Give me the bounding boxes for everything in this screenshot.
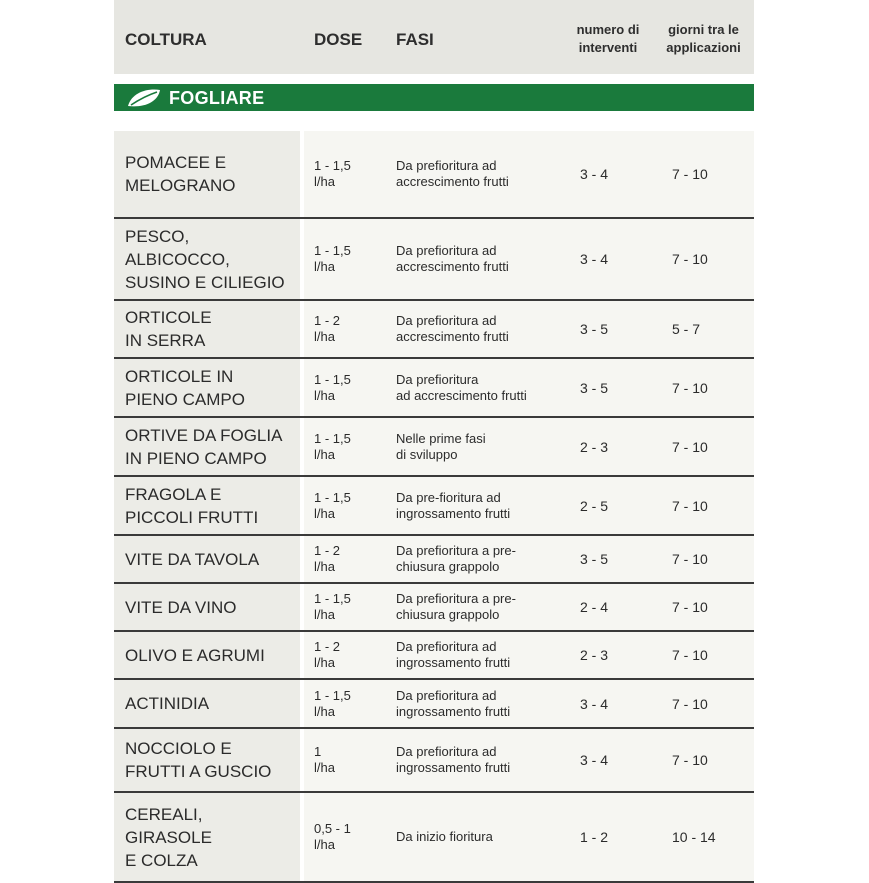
dose-cell: 1 - 1,5 l/ha	[314, 243, 351, 274]
crop-name: ORTIVE DA FOGLIA IN PIENO CAMPO	[125, 425, 283, 468]
days-cell: 7 - 10	[672, 497, 708, 514]
phase-cell: Da pre-fioritura ad ingrossamento frutti	[396, 489, 511, 521]
phase-cell: Da prefioritura a pre- chiusura grappolo	[396, 543, 516, 574]
table-row	[114, 536, 754, 584]
phase-cell: Da prefioritura a pre- chiusura grappolo	[396, 591, 516, 622]
dose-cell: 1 - 1,5 l/ha	[314, 371, 351, 403]
dose-cell: 1 - 1,5 l/ha	[314, 489, 351, 521]
dose-cell: 1 - 1,5 l/ha	[314, 687, 351, 719]
phase-cell: Nelle prime fasi di sviluppo	[396, 430, 486, 462]
header-numero-interventi: numero di interventi	[576, 22, 640, 55]
table-row	[114, 301, 754, 359]
phase-cell: Da prefioritura ad accrescimento frutti	[396, 371, 527, 403]
crop-name: POMACEE E MELOGRANO	[125, 153, 236, 195]
days-cell: 7 - 10	[672, 166, 708, 182]
header-dose: DOSE	[314, 30, 363, 49]
phase-cell: Da prefioritura ad ingrossamento frutti	[396, 744, 511, 775]
table-row	[114, 131, 754, 219]
days-cell: 7 - 10	[672, 695, 708, 712]
leaf-icon	[126, 88, 162, 108]
crop-name: ORTICOLE IN PIENO CAMPO	[125, 366, 245, 409]
interventions-cell: 3 - 4	[580, 752, 609, 768]
table-row	[114, 584, 754, 632]
header-fasi: FASI	[396, 30, 434, 49]
crop-name: FRAGOLA E PICCOLI FRUTTI	[125, 484, 259, 527]
crop-name: OLIVO E AGRUMI	[125, 645, 265, 665]
phase-cell: Da prefioritura ad accrescimento frutti	[396, 313, 509, 344]
crop-name: ACTINIDIA	[125, 694, 210, 713]
table-row	[114, 632, 754, 680]
interventions-cell: 3 - 4	[580, 695, 609, 712]
crop-name: CEREALI, GIRASOLE E COLZA	[125, 804, 212, 870]
days-cell: 7 - 10	[672, 599, 708, 615]
dose-cell: 1 - 2 l/ha	[314, 639, 341, 670]
interventions-cell: 2 - 5	[580, 497, 609, 514]
phase-cell: Da inizio fioritura	[396, 829, 493, 844]
interventions-cell: 1 - 2	[580, 829, 609, 845]
interventions-cell: 2 - 4	[580, 599, 609, 615]
phase-cell: Da prefioritura ad accrescimento frutti	[396, 243, 509, 274]
dose-cell: 1 l/ha	[314, 744, 335, 775]
days-cell: 5 - 7	[672, 321, 701, 337]
interventions-cell: 3 - 4	[580, 166, 609, 182]
section-label: FOGLIARE	[169, 88, 265, 108]
phase-cell: Da prefioritura ad ingrossamento frutti	[396, 687, 511, 719]
interventions-cell: 3 - 5	[580, 551, 609, 567]
table-row	[114, 359, 754, 418]
dose-cell: 0,5 - 1 l/ha	[314, 821, 351, 852]
table-header	[114, 0, 754, 74]
crop-name: ORTICOLE IN SERRA	[125, 308, 212, 350]
crop-name: VITE DA VINO	[125, 597, 237, 617]
table-body	[114, 131, 754, 883]
days-cell: 10 - 14	[672, 829, 716, 845]
dose-cell: 1 - 1,5 l/ha	[314, 430, 351, 462]
dose-cell: 1 - 1,5 l/ha	[314, 158, 351, 189]
days-cell: 7 - 10	[672, 251, 708, 267]
header-coltura: COLTURA	[125, 30, 207, 49]
table-row	[114, 793, 754, 883]
phase-cell: Da prefioritura ad ingrossamento frutti	[396, 639, 511, 670]
interventions-cell: 2 - 3	[580, 438, 609, 455]
table-row	[114, 418, 754, 477]
interventions-cell: 2 - 3	[580, 647, 609, 663]
header-giorni: giorni tra le applicazioni	[666, 22, 741, 55]
dose-cell: 1 - 2 l/ha	[314, 313, 341, 344]
crop-name: PESCO, ALBICOCCO, SUSINO E CILIEGIO	[125, 226, 285, 292]
days-cell: 7 - 10	[672, 647, 708, 663]
days-cell: 7 - 10	[672, 438, 708, 455]
section-band-fogliare	[114, 84, 754, 111]
crop-name: NOCCIOLO E FRUTTI A GUSCIO	[125, 739, 272, 781]
dose-cell: 1 - 1,5 l/ha	[314, 591, 351, 622]
table-row	[114, 219, 754, 301]
days-cell: 7 - 10	[672, 551, 708, 567]
interventions-cell: 3 - 4	[580, 251, 609, 267]
interventions-cell: 3 - 5	[580, 379, 609, 396]
table-row	[114, 680, 754, 729]
table-row	[114, 729, 754, 793]
crop-dosage-table	[114, 0, 754, 883]
crop-name: VITE DA TAVOLA	[125, 549, 260, 569]
table-row	[114, 477, 754, 536]
interventions-cell: 3 - 5	[580, 321, 609, 337]
days-cell: 7 - 10	[672, 379, 708, 396]
days-cell: 7 - 10	[672, 752, 708, 768]
dose-cell: 1 - 2 l/ha	[314, 543, 341, 574]
phase-cell: Da prefioritura ad accrescimento frutti	[396, 158, 509, 189]
